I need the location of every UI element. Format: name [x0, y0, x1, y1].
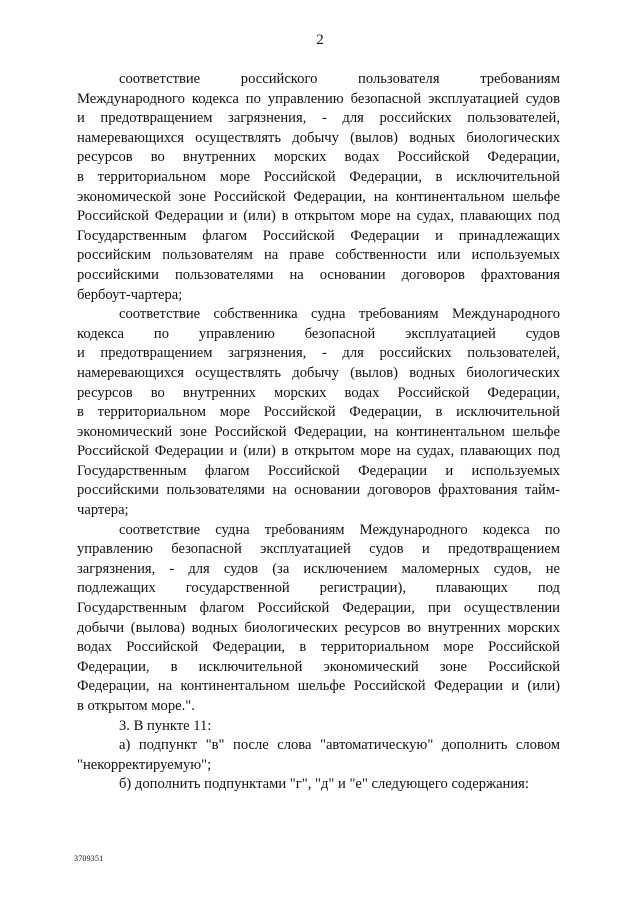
text-line: подлежащих государственной регистрации), плавающих под	[77, 580, 560, 597]
text-line: соответствие судна требованиям Международного кодекса по	[119, 521, 560, 538]
text-line: соответствие российского пользователя требованиям	[119, 71, 560, 87]
text-line: ресурсов во внутренних морских водах Российской Федерации,	[77, 384, 560, 401]
document-code: 3709351	[74, 854, 104, 863]
text-line: Государственным флагом Российской Федерации, при осуществлении	[77, 600, 560, 617]
text-line: Государственным флагом Российской Федерации и используемых	[77, 462, 560, 479]
text-line: а) подпункт "в" после слова "автоматическую" дополнить словом	[119, 737, 560, 754]
document-body	[77, 70, 560, 795]
text-line: намеревающихся осуществлять добычу (вылов) водных биологических	[77, 364, 560, 381]
text-line: Федерации, на континентальном шельфе Российской Федерации и (или)	[77, 678, 560, 695]
text-line: 3. В пункте 11:	[119, 717, 212, 734]
text-line: ресурсов во внутренних морских водах Российской Федерации,	[77, 149, 560, 166]
text-line: Международного кодекса по управлению безопасной эксплуатацией судов	[77, 90, 560, 107]
text-line: российским пользователям на праве собственности или используемых	[77, 247, 560, 264]
text-line: Российской Федерации и (или) в открытом море на судах, плавающих под	[77, 208, 560, 225]
text-line: чартера;	[77, 502, 129, 519]
text-line: Федерации, в исключительной экономический зоне Российской	[77, 658, 560, 675]
text-line: и предотвращением загрязнения, - для российских пользователей,	[77, 110, 560, 127]
text-line: бербоут-чартера;	[77, 286, 183, 303]
text-line: управлению безопасной эксплуатацией судов и предотвращением	[77, 541, 560, 558]
text-line: водах Российской Федерации, в территориальном море Российской	[77, 639, 560, 656]
text-line: "некорректируемую";	[77, 756, 212, 773]
text-line: Государственным флагом Российской Федерации и принадлежащих	[77, 227, 560, 244]
text-line: экономический зоне Российской Федерации, на континентальном шельфе	[77, 423, 560, 440]
text-line: Российской Федерации и (или) в открытом море на судах, плавающих под	[77, 443, 560, 460]
text-line: загрязнения, - для судов (за исключением маломерных судов, не	[77, 560, 560, 577]
text-line: экономической зоне Российской Федерации, на континентальном шельфе	[77, 188, 560, 205]
text-line: в открытом море.".	[77, 698, 195, 714]
text-line: б) дополнить подпунктами "г", "д" и "е" следующего содержания:	[119, 776, 529, 793]
text-line: добычи (вылова) водных биологических ресурсов во внутренних морских	[77, 619, 560, 636]
text-line: в территориальном море Российской Федерации, в исключительной	[77, 168, 560, 185]
text-line: в территориальном море Российской Федерации, в исключительной	[77, 404, 560, 421]
page-number: 2	[316, 32, 324, 48]
text-line: намеревающихся осуществлять добычу (вылов) водных биологических	[77, 129, 560, 146]
text-line: соответствие собственника судна требованиям Международного	[119, 306, 560, 323]
text-line: российскими пользователями на основании договоров фрахтования тайм-	[77, 482, 560, 499]
text-line: российскими пользователями на основании договоров фрахтования	[77, 266, 560, 283]
text-line: кодекса по управлению безопасной эксплуатацией судов	[77, 325, 560, 342]
text-line: и предотвращением загрязнения, - для российских пользователей,	[77, 345, 560, 362]
